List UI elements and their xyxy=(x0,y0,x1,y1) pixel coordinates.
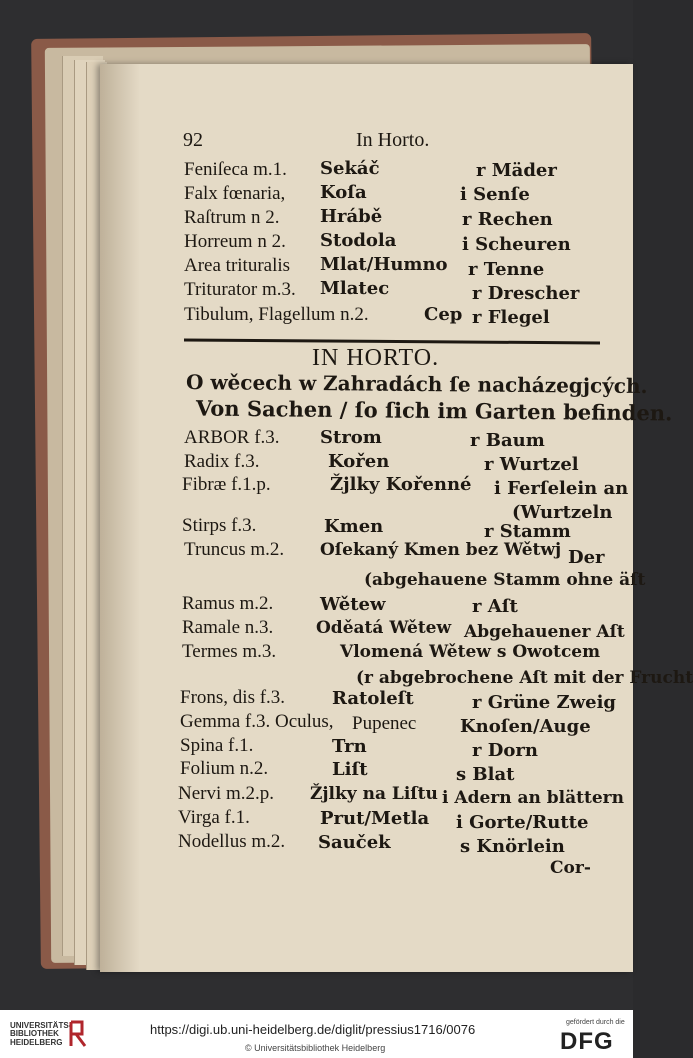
czech-term: Ratoleſt xyxy=(332,688,414,709)
german-term: i Gorte/Rutte xyxy=(456,812,589,833)
page-number: 92 xyxy=(183,129,203,151)
czech-term: Vlomená Wětew s Owotcem xyxy=(340,642,601,662)
german-term: r Rechen xyxy=(462,209,553,230)
section-title: IN HORTO. xyxy=(312,345,440,371)
czech-term: Koſa xyxy=(320,182,367,203)
german-term: r Baum xyxy=(470,430,545,451)
catchword: Cor- xyxy=(550,858,591,878)
czech-term: Žjlky na Liſtu xyxy=(310,784,438,804)
german-term: r Mäder xyxy=(476,160,557,181)
latin-term: Gemma f.3. Oculus, xyxy=(180,711,334,732)
latin-term: Termes m.3. xyxy=(182,641,277,662)
german-term: r Wurtzel xyxy=(484,454,579,475)
german-term: r Grüne Zweig xyxy=(472,692,617,713)
latin-term: Tibulum, Flagellum n.2. xyxy=(184,304,369,325)
latin-term: Nervi m.2.p. xyxy=(178,783,275,804)
german-continuation: (Wurtzeln xyxy=(512,502,613,523)
latin-term: Horreum n 2. xyxy=(184,231,286,252)
footer-bar xyxy=(0,1010,633,1058)
german-term: Knoſen/Auge xyxy=(460,716,591,737)
library-name-line: UNIVERSITÄTS- xyxy=(10,1021,72,1030)
czech-term: Mlatec xyxy=(320,278,390,299)
latin-term: ARBOR f.3. xyxy=(184,427,280,448)
latin-term: Triturator m.3. xyxy=(184,279,296,300)
latin-term: Area trituralis xyxy=(184,255,291,276)
czech-term: Wětew xyxy=(320,594,386,615)
czech-term: Stodola xyxy=(320,230,397,251)
latin-term: Radix f.3. xyxy=(184,451,260,472)
czech-term: Liſt xyxy=(332,759,368,780)
dfg-logo: DFG xyxy=(560,1028,614,1055)
latin-term: Frons, dis f.3. xyxy=(180,687,286,708)
section-subtitle-czech: O wěcech w Zahradách ſe nacházegjcých. xyxy=(185,369,648,399)
czech-term: Hrábě xyxy=(320,206,383,227)
german-term: r Drescher xyxy=(472,283,580,304)
german-term: i Senſe xyxy=(460,184,530,205)
german-term: Abgehauener Aſt xyxy=(464,622,625,642)
czech-term: Oděatá Wětew xyxy=(316,618,452,638)
library-name-line: HEIDELBERG xyxy=(10,1037,63,1047)
latin-term: Spina f.1. xyxy=(180,735,254,756)
latin-term: Fibræ f.1.p. xyxy=(182,474,271,495)
czech-term: Sauček xyxy=(318,832,391,853)
permalink-url[interactable]: https://digi.ub.uni-heidelberg.de/diglit/pressius1716/0076 xyxy=(150,1022,476,1037)
czech-term: Kmen xyxy=(324,516,384,537)
czech-term: Trn xyxy=(332,736,367,757)
czech-term: Sekáč xyxy=(320,158,380,179)
german-term: s Knörlein xyxy=(460,836,565,857)
german-term: r Aſt xyxy=(472,596,518,617)
german-term: r Dorn xyxy=(472,740,538,761)
section-rule xyxy=(184,339,600,345)
czech-term: Oſekaný Kmen bez Wětwj xyxy=(320,540,562,560)
latin-term: Folium n.2. xyxy=(180,758,269,779)
section-subtitle-german: Von Sachen / ſo ſich im Garten befinden. xyxy=(195,395,673,426)
funder-caption: gefördert durch die xyxy=(566,1019,625,1026)
library-name-line: BIBLIOTHEK xyxy=(10,1029,59,1039)
copyright-text: © Universitätsbibliothek Heidelberg xyxy=(245,1043,386,1053)
library-seal-icon xyxy=(68,1020,88,1048)
german-term: Der xyxy=(568,547,605,568)
latin-term: Truncus m.2. xyxy=(184,539,285,560)
latin-term: Feniſeca m.1. xyxy=(184,159,287,180)
german-term: s Blat xyxy=(456,764,515,785)
latin-term: Falx fœnaria, xyxy=(184,183,286,204)
latin-term: Stirps f.3. xyxy=(182,515,257,536)
czech-term: Mlat/Humno xyxy=(320,254,448,275)
german-term: i Ferſelein an xyxy=(494,478,629,499)
german-term: i Scheuren xyxy=(462,234,571,255)
czech-term: Prut/Metla xyxy=(320,808,430,829)
czech-term: Žjlky Kořenné xyxy=(330,474,472,495)
gutter-shadow xyxy=(100,64,140,972)
latin-term: Nodellus m.2. xyxy=(178,831,286,852)
czech-term: Pupenec xyxy=(352,713,417,734)
czech-term: Cep xyxy=(424,304,463,325)
book-page xyxy=(100,64,693,972)
library-logo-text xyxy=(10,1022,71,1047)
latin-term: Ramale n.3. xyxy=(182,617,274,638)
czech-term: Kořen xyxy=(328,451,390,472)
czech-term: Strom xyxy=(320,427,382,448)
german-continuation: (abgehauene Stamm ohne äſt xyxy=(364,570,646,590)
german-term: r Flegel xyxy=(472,307,550,328)
running-title: In Horto. xyxy=(356,129,430,151)
german-term: r Stamm xyxy=(484,521,571,542)
german-continuation: (r abgebrochene Aſt mit der Frucht xyxy=(356,668,693,688)
latin-term: Raſtrum n 2. xyxy=(184,207,280,228)
latin-term: Virga f.1. xyxy=(178,807,250,828)
latin-term: Ramus m.2. xyxy=(182,593,274,614)
german-term: r Tenne xyxy=(468,259,545,280)
german-term: i Adern an blättern xyxy=(442,788,624,808)
